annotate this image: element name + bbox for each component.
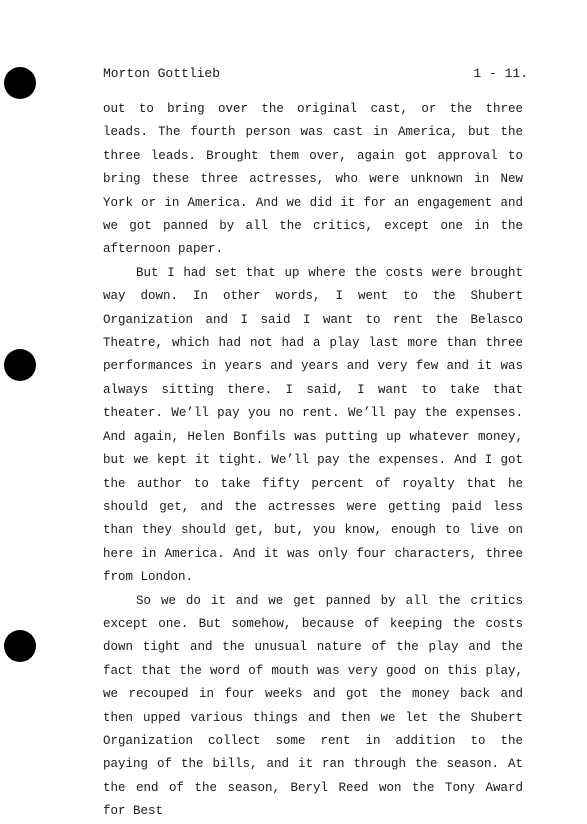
page-header bbox=[103, 64, 528, 84]
speaker-name: Morton Gottlieb bbox=[103, 66, 221, 81]
binder-hole bbox=[4, 630, 36, 662]
binder-hole bbox=[4, 67, 36, 99]
paragraph: So we do it and we get panned by all the critics except one. But somehow, because of keeping the costs down tight and the unusual nature of the play and the fact that the word of mouth was very good on this play, we recouped in four weeks and got the money back and then upped various things and then we let the Shubert Organization collect some rent in addition to the paying of the bills, and it ran through the season. At the end of the season, Beryl Reed won the Tony Award for Best bbox=[103, 593, 523, 819]
transcript-body bbox=[103, 98, 523, 824]
binder-hole bbox=[4, 349, 36, 381]
page-number: 1 - 11. bbox=[473, 66, 528, 81]
paragraph: out to bring over the original cast, or the three leads. The fourth person was cast in America, but the three leads. Brought them over, again got approval to bring these three actresses, who were unknown in New York or in America. And we did it for an engagement and we got panned by all the critics, except one in the afternoon paper. bbox=[103, 102, 523, 257]
paragraph: But I had set that up where the costs were brought way down. In other words, I went to the Shubert Organization and I said I want to rent the Belasco Theatre, which had not had a play last more than three performances in years and years and very few and it was always sitting there. I said, I want to take that theater. We’ll pay you no rent. We’ll pay the expenses. And again, Helen Bonfils was putting up whatever money, but we kept it tight. We’ll pay the expenses. And I got the author to take fifty percent of royalty that he should get, and the actresses were getting paid less than they should get, but, you know, enough to live on here in America. And it was only four characters, three from London. bbox=[103, 265, 523, 585]
